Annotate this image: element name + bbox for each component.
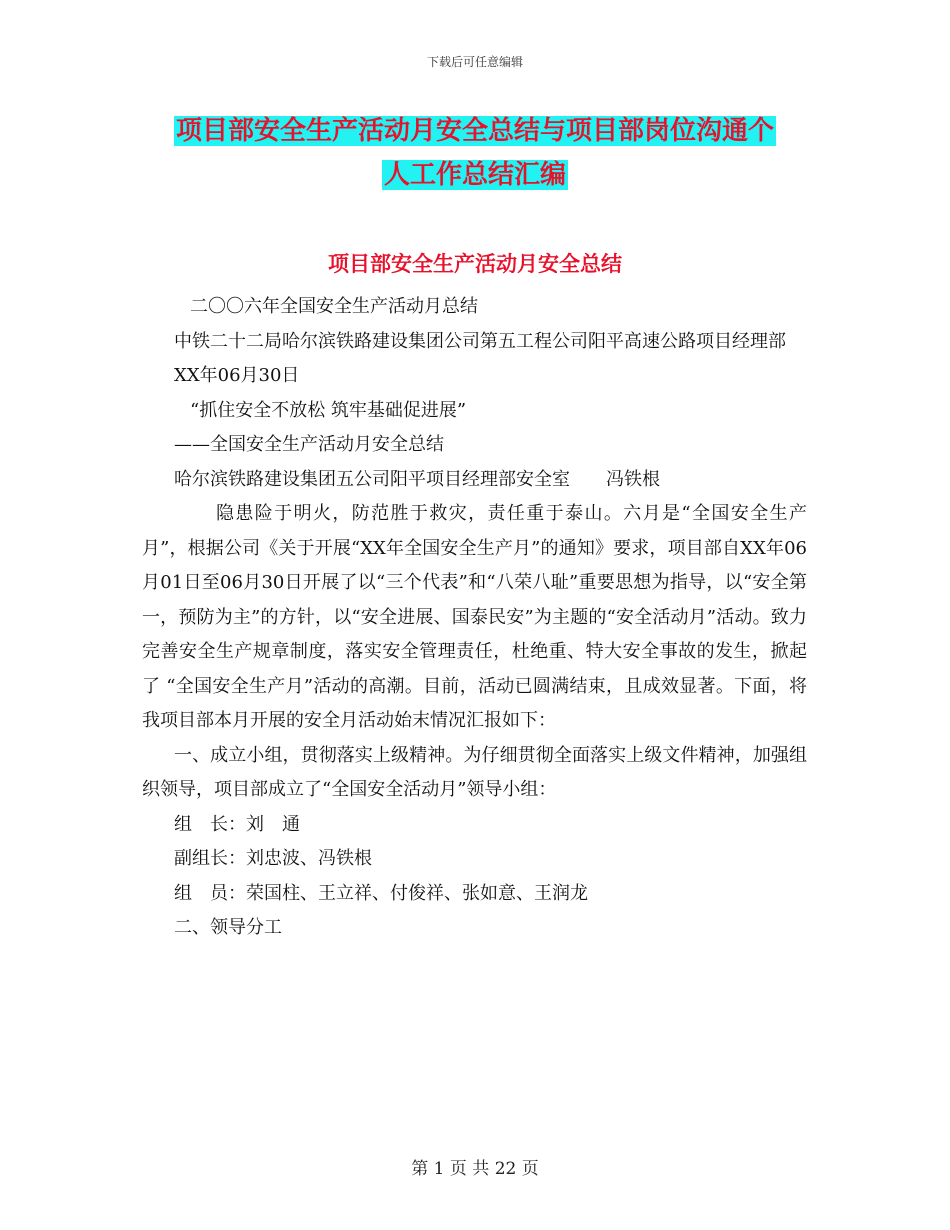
section-two-heading: 二、领导分工 <box>174 917 282 938</box>
document-title-line-2-text: 人工作总结汇编 <box>383 160 566 190</box>
document-title-line-1-text: 项目部安全生产活动月安全总结与项目部岗位沟通个 <box>175 116 774 146</box>
team-members-paragraph: 组 员：荣国柱、王立祥、付俊祥、张如意、王润龙 <box>174 882 588 904</box>
intro-paragraph: 隐患险于明火，防范胜于救灾，责任重于泰山。六月是“全国安全生产月”，根据公司《关于开展“XX年全国安全生产月”的通知》要求，项目部自XX年06月01日至06月30日开展了以“三个代表”和“八荣八耻”重要思想为指导，以“安全第一，预防为主”的方针，以“安全进展、国泰民安”为主题的“安全活动月”活动。致力完善安全生产规章制度，落实安全管理责任，杜绝重、特大安全事故的发生，掀起了 “全国安全生产月”活动的高潮。目前，活动已圆满结束，且成效显著。下面，将我项目部本月开展的安全月活动始末情况汇报如下： <box>142 503 807 731</box>
date-paragraph: XX年06月30日 <box>174 365 300 386</box>
document-title-line-2 <box>0 159 950 191</box>
section-title: 项目部安全生产活动月安全总结 <box>328 252 622 276</box>
deputy-leader-paragraph: 副组长：刘忠波、冯铁根 <box>174 848 372 869</box>
organization-paragraph: 中铁二十二局哈尔滨铁路建设集团公司第五工程公司阳平高速公路项目经理部 <box>174 330 786 352</box>
page-header-note: 下载后可任意编辑 <box>426 55 523 69</box>
subtitle-paragraph: ——全国安全生产活动月安全总结 <box>174 434 444 455</box>
document-body <box>142 290 807 946</box>
slogan-paragraph: “抓住安全不放松 筑牢基础促进展” <box>190 399 467 421</box>
report-heading-paragraph: 二〇〇六年全国安全生产活动月总结 <box>190 296 478 317</box>
author-paragraph: 哈尔滨铁路建设集团五公司阳平项目经理部安全室 冯铁根 <box>174 468 660 490</box>
team-leader-paragraph: 组 长：刘 通 <box>174 813 300 835</box>
document-title-line-1 <box>0 115 950 147</box>
section-one-paragraph: 一、成立小组，贯彻落实上级精神。为仔细贯彻全面落实上级文件精神，加强组织领导，项目部成立了“全国安全活动月”领导小组： <box>142 744 807 800</box>
page-footer: 第 1 页 共 22 页 <box>411 1159 539 1179</box>
